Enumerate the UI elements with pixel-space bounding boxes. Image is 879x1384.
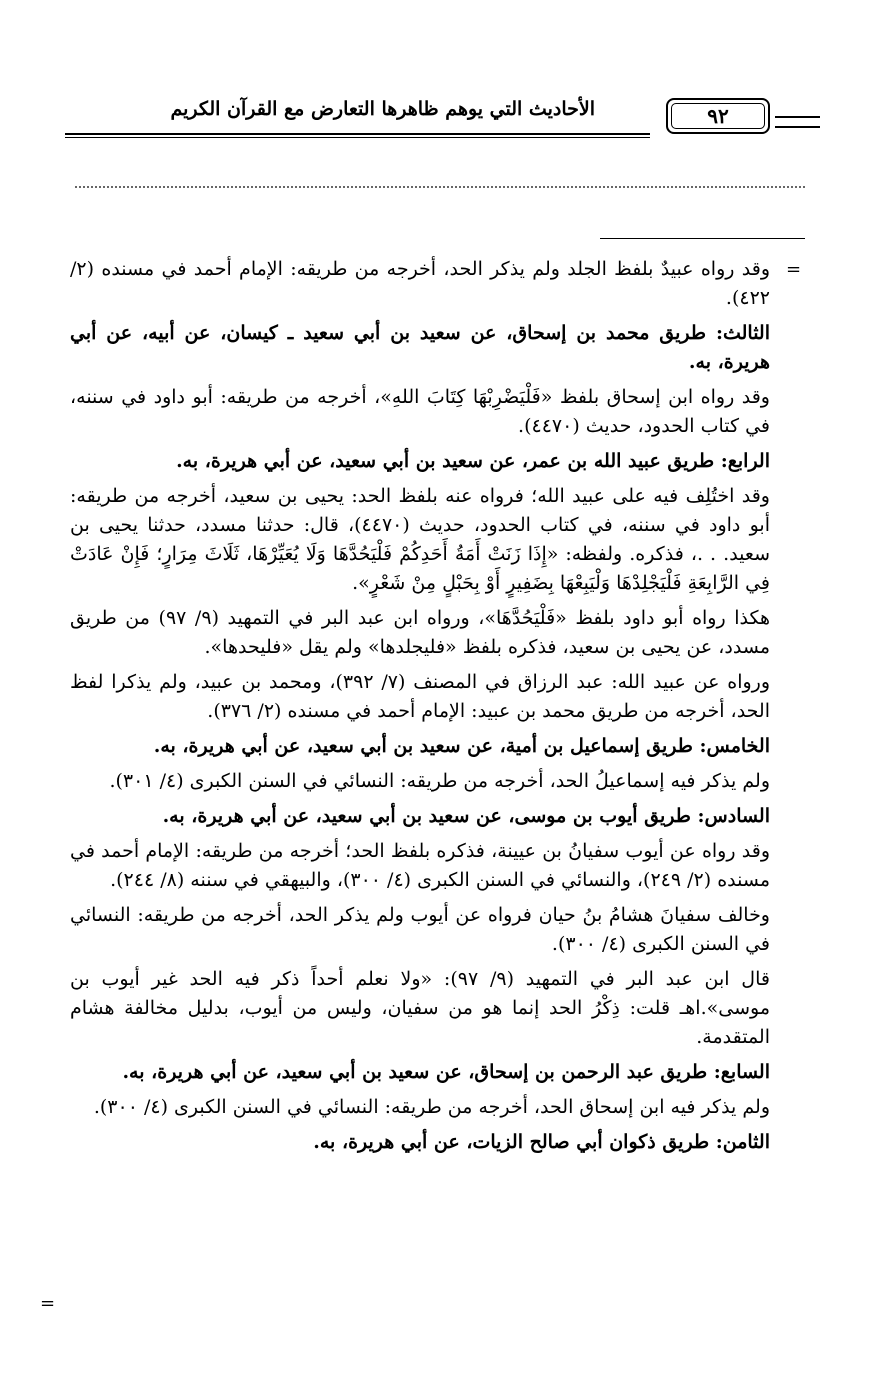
paragraph-heading: الخامس: طريق إسماعيل بن أمية، عن سعيد بن أبي سعيد، عن أبي هريرة، به.: [153, 735, 770, 757]
page-number: ٩٢: [666, 98, 770, 134]
paragraph: ورواه عن عبيد الله: عبد الرزاق في المصنف (٧/ ٣٩٢)، ومحمد بن عبيد، ولم يذكرا لفظ الحد، أخرجه من طريق محمد بن عبيد: الإمام أحمد في مسنده (٢/ ٣٧٦).: [70, 671, 771, 722]
paragraph-heading: السادس: طريق أيوب بن موسى، عن سعيد بن أبي سعيد، عن أبي هريرة، به.: [162, 805, 770, 827]
paragraph: وقد اختُلِف فيه على عبيد الله؛ فرواه عنه بلفظ الحد: يحيى بن سعيد، أخرجه من طريقه: أبو داود في سننه، في كتاب الحدود، حديث (٤٤٧٠)، قال: حدثنا مسدد، حدثنا يحيى بن سعيد. . .، فذكره. ولفظه: «إِذَا زَنَتْ أَمَةُ أَحَدِكُمْ فَلْيَحُدَّهَا وَلَا يُعَيِّرْهَا، ثَلَاثَ مِرَارٍ؛ فَإِنْ عَادَتْ فِي الرَّابِعَةِ فَلْيَجْلِدْهَا وَلْيَبِعْهَا بِضَفِيرٍ أَوْ بِحَبْلٍ مِنْ شَعْرٍ».: [70, 485, 770, 594]
running-header: [40, 96, 820, 146]
dotted-separator: [75, 186, 805, 188]
paragraph-heading: الثالث: طريق محمد بن إسحاق، عن سعيد بن أبي سعيد ـ كيسان، عن أبيه، عن أبي هريرة، به.: [70, 322, 770, 373]
paragraph: ولم يذكر فيه ابن إسحاق الحد، أخرجه من طريقه: النسائي في السنن الكبرى (٤/ ٣٠٠).: [93, 1096, 770, 1118]
paragraph: وقد رواه عبيدٌ بلفظ الجلد ولم يذكر الحد، أخرجه من طريقه: الإمام أحمد في مسنده (٢/ ٤٢٢).: [70, 258, 770, 309]
paragraph: وقد رواه ابن إسحاق بلفظ «فَلْيَضْرِبْهَا كِتَابَ اللهِ»، أخرجه من طريقه: أبو داود في سننه، في كتاب الحدود، حديث (٤٤٧٠).: [70, 386, 770, 437]
footnote-continuation-bottom: =: [40, 1293, 56, 1314]
paragraph: قال ابن عبد البر في التمهيد (٩/ ٩٧): «ولا نعلم أحداً ذكر فيه الحد غير أيوب بن موسى».اهـ قلت: ذِكْرُ الحد إنما هو من سفيان، وليس من أيوب، بدليل مخالفة هشام المتقدمة.: [70, 968, 770, 1048]
header-rule: [65, 133, 650, 135]
footnote-continuation-top: =: [786, 259, 802, 280]
paragraph: ولم يذكر فيه إسماعيلُ الحد، أخرجه من طريقه: النسائي في السنن الكبرى (٤/ ٣٠١).: [109, 770, 770, 792]
footnote-rule: [600, 238, 805, 239]
paragraph: هكذا رواه أبو داود بلفظ «فَلْيَحُدَّهَا»، ورواه ابن عبد البر في التمهيد (٩/ ٩٧) من طريق مسدد، عن يحيى بن سعيد، فذكره بلفظ «فليجلدها» ولم يقل «فليحدها».: [70, 607, 770, 658]
paragraph: وقد رواه عن أيوب سفيانُ بن عيينة، فذكره بلفظ الحد؛ أخرجه من طريقه: الإمام أحمد في مسنده (٢/ ٢٤٩)، والنسائي في السنن الكبرى (٤/ ٣٠٠)، والبيهقي في سننه (٨/ ٢٤٤).: [70, 840, 770, 891]
paragraph: وخالف سفيانَ هشامُ بنُ حيان فرواه عن أيوب ولم يذكر الحد، أخرجه من طريقه: النسائي في السنن الكبرى (٤/ ٣٠٠).: [70, 904, 770, 955]
footnote-text: [70, 255, 770, 1163]
paragraph-heading: السابع: طريق عبد الرحمن بن إسحاق، عن سعيد بن أبي سعيد، عن أبي هريرة، به.: [122, 1061, 770, 1083]
paragraph-heading: الثامن: طريق ذكوان أبي صالح الزيات، عن أبي هريرة، به.: [313, 1131, 770, 1153]
header-title: الأحاديث التي يوهم ظاهرها التعارض مع القرآن الكريم: [170, 98, 595, 120]
header-ornament: [775, 116, 820, 128]
paragraph-heading: الرابع: طريق عبيد الله بن عمر، عن سعيد بن أبي سعيد، عن أبي هريرة، به.: [176, 450, 770, 472]
header-rule-thin: [65, 137, 650, 138]
